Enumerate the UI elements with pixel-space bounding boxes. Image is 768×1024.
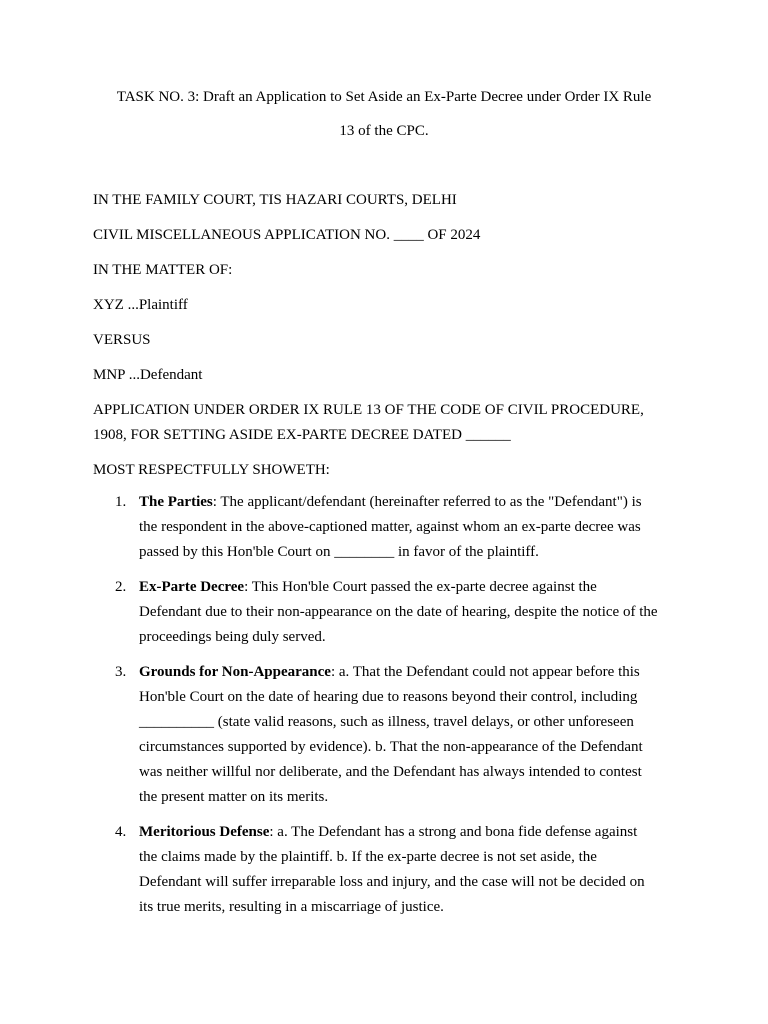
court-name-text: IN THE FAMILY COURT, TIS HAZARI COURTS, DELHI xyxy=(93,192,457,208)
in-the-matter-text: IN THE MATTER OF: xyxy=(93,262,233,278)
item-number: 2. xyxy=(115,579,127,595)
list-item xyxy=(93,575,678,650)
item-first-text: : a. The Defendant has a strong and bona fide defense against xyxy=(269,824,638,840)
versus-text: VERSUS xyxy=(93,332,151,348)
item-heading: Grounds for Non-Appearance xyxy=(139,664,331,680)
item-line: Defendant due to their non-appearance on the date of hearing, despite the notice of the xyxy=(139,604,658,620)
task-title-line-1: TASK NO. 3: Draft an Application to Set Aside an Ex-Parte Decree under Order IX Rule xyxy=(116,89,652,105)
item-line: passed by this Hon'ble Court on ________ in favor of the plaintiff. xyxy=(139,544,539,560)
item-number: 4. xyxy=(115,824,127,840)
item-first-line xyxy=(139,575,678,600)
item-heading: Ex-Parte Decree xyxy=(139,579,245,595)
court-name xyxy=(93,188,675,213)
task-title-line-2: 13 of the CPC. xyxy=(339,123,429,139)
item-line: the present matter on its merits. xyxy=(139,789,329,805)
versus-line xyxy=(93,328,675,353)
plaintiff-line xyxy=(93,293,675,318)
item-line: the respondent in the above-captioned matter, against whom an ex-parte decree was xyxy=(139,519,641,535)
item-line: Hon'ble Court on the date of hearing due to reasons beyond their control, including xyxy=(139,689,638,705)
application-heading xyxy=(93,398,675,448)
item-line: proceedings being duly served. xyxy=(139,629,326,645)
list-item xyxy=(93,660,678,810)
item-number: 3. xyxy=(115,664,127,680)
item-line: its true merits, resulting in a miscarriage of justice. xyxy=(139,899,444,915)
item-line: circumstances supported by evidence). b. That the non-appearance of the Defendant xyxy=(139,739,643,755)
points-list xyxy=(93,490,678,930)
item-line: the claims made by the plaintiff. b. If the ex-parte decree is not set aside, the xyxy=(139,849,597,865)
application-number-text: CIVIL MISCELLANEOUS APPLICATION NO. ____ OF 2024 xyxy=(93,227,481,243)
showeth-text: MOST RESPECTFULLY SHOWETH: xyxy=(93,462,330,478)
defendant-text: MNP ...Defendant xyxy=(93,367,203,383)
application-number xyxy=(93,223,675,248)
item-first-text: : a. That the Defendant could not appear before this xyxy=(330,664,640,680)
item-first-line xyxy=(139,820,678,845)
item-heading: Meritorious Defense xyxy=(139,824,270,840)
item-heading: The Parties xyxy=(139,494,213,510)
item-line: Defendant will suffer irreparable loss and injury, and the case will not be decided on xyxy=(139,874,645,890)
application-heading-line-1: APPLICATION UNDER ORDER IX RULE 13 OF THE CODE OF CIVIL PROCEDURE, xyxy=(93,402,644,418)
item-line: __________ (state valid reasons, such as illness, travel delays, or other unforeseen xyxy=(139,714,634,730)
most-respectfully-showeth xyxy=(93,458,675,483)
list-item xyxy=(93,820,678,920)
list-item xyxy=(93,490,678,565)
item-number: 1. xyxy=(115,494,127,510)
task-title xyxy=(93,80,675,148)
item-first-line xyxy=(139,490,678,515)
item-line: was neither willful nor deliberate, and the Defendant has always intended to contest xyxy=(139,764,642,780)
item-first-text: : This Hon'ble Court passed the ex-parte decree against the xyxy=(244,579,597,595)
defendant-line xyxy=(93,363,675,388)
in-the-matter-of xyxy=(93,258,675,283)
application-heading-line-2: 1908, FOR SETTING ASIDE EX-PARTE DECREE DATED ______ xyxy=(93,427,511,443)
item-first-line xyxy=(139,660,678,685)
item-first-text: : The applicant/defendant (hereinafter referred to as the "Defendant") is xyxy=(212,494,642,510)
plaintiff-text: XYZ ...Plaintiff xyxy=(93,297,188,313)
